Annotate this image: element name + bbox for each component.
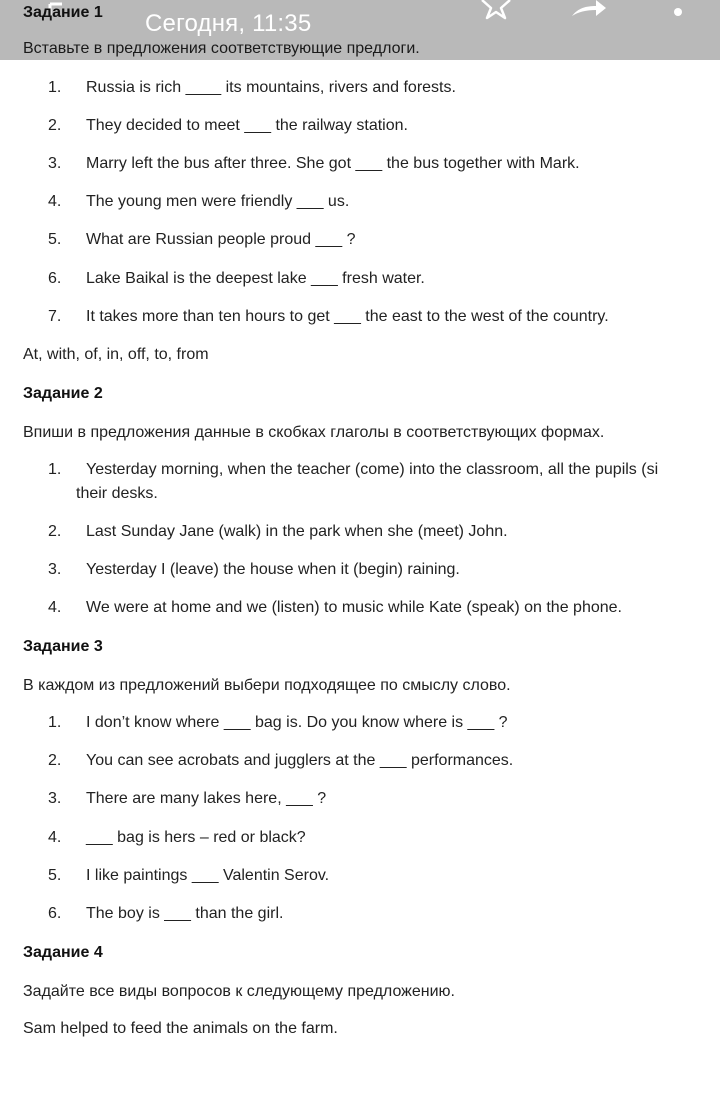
item-number: 4. bbox=[48, 599, 62, 616]
task3-heading: Задание 3 bbox=[23, 638, 103, 655]
share-button[interactable] bbox=[568, 0, 610, 20]
more-options-button[interactable] bbox=[668, 0, 688, 22]
item-text: They decided to meet ___ the railway station. bbox=[86, 117, 408, 134]
item-number: 1. bbox=[48, 461, 62, 478]
item-number: 3. bbox=[48, 790, 62, 807]
star-outline-icon bbox=[478, 0, 514, 20]
item-number: 5. bbox=[48, 231, 62, 248]
share-icon bbox=[568, 0, 610, 20]
task4-sentence: Sam helped to feed the animals on the farm. bbox=[23, 1020, 338, 1037]
item-number: 1. bbox=[48, 79, 62, 96]
item-number: 2. bbox=[48, 117, 62, 134]
item-text: Yesterday morning, when the teacher (come) into the classroom, all the pupils (si bbox=[86, 461, 659, 478]
item-number: 5. bbox=[48, 867, 62, 884]
item-text: Russia is rich ____ its mountains, rivers and forests. bbox=[86, 79, 456, 96]
task1-options: At, with, of, in, off, to, from bbox=[23, 346, 209, 363]
item-number: 4. bbox=[48, 193, 62, 210]
item-number: 6. bbox=[48, 905, 62, 922]
item-text: There are many lakes here, ___ ? bbox=[86, 790, 327, 807]
task1-heading: Задание 1 bbox=[23, 4, 103, 21]
item-text: The young men were friendly ___ us. bbox=[86, 193, 350, 210]
item-text: Yesterday I (leave) the house when it (begin) raining. bbox=[86, 561, 460, 578]
item-number: 6. bbox=[48, 270, 62, 287]
item-text: We were at home and we (listen) to music while Kate (speak) on the phone. bbox=[86, 599, 622, 616]
item-text: What are Russian people proud ___ ? bbox=[86, 231, 356, 248]
item-number: 2. bbox=[48, 752, 62, 769]
item-text: It takes more than ten hours to get ___ the east to the west of the country. bbox=[86, 308, 609, 325]
item-number: 4. bbox=[48, 829, 62, 846]
item-number: 3. bbox=[48, 155, 62, 172]
task4-instruction: Задайте все виды вопросов к следующему предложению. bbox=[23, 983, 455, 1000]
viewer-title: Сегодня, 11:35 bbox=[145, 10, 312, 37]
item-text: ___ bag is hers – red or black? bbox=[86, 829, 306, 846]
item-number: 2. bbox=[48, 523, 62, 540]
item-number: 7. bbox=[48, 308, 62, 325]
item-text: Lake Baikal is the deepest lake ___ fresh water. bbox=[86, 270, 425, 287]
task1-instruction: Вставьте в предложения соответствующие предлоги. bbox=[23, 40, 420, 57]
task3-instruction: В каждом из предложений выбери подходящее по смыслу слово. bbox=[23, 677, 511, 694]
item-text: Last Sunday Jane (walk) in the park when she (meet) John. bbox=[86, 523, 508, 540]
item-number: 1. bbox=[48, 714, 62, 731]
item-number: 3. bbox=[48, 561, 62, 578]
item-text: You can see acrobats and jugglers at the ___ performances. bbox=[86, 752, 514, 769]
item-text: The boy is ___ than the girl. bbox=[86, 905, 284, 922]
favorite-button[interactable] bbox=[478, 0, 514, 20]
item-text: I like paintings ___ Valentin Serov. bbox=[86, 867, 330, 884]
more-vertical-icon bbox=[668, 0, 688, 22]
item-text: I don’t know where ___ bag is. Do you know where is ___ ? bbox=[86, 714, 508, 731]
item-text: Marry left the bus after three. She got ___ the bus together with Mark. bbox=[86, 155, 580, 172]
task2-instruction: Впиши в предложения данные в скобках глаголы в соответствующих формах. bbox=[23, 424, 605, 441]
task2-item-1-continuation: their desks. bbox=[76, 485, 158, 502]
task4-heading: Задание 4 bbox=[23, 944, 103, 961]
task2-heading: Задание 2 bbox=[23, 385, 103, 402]
